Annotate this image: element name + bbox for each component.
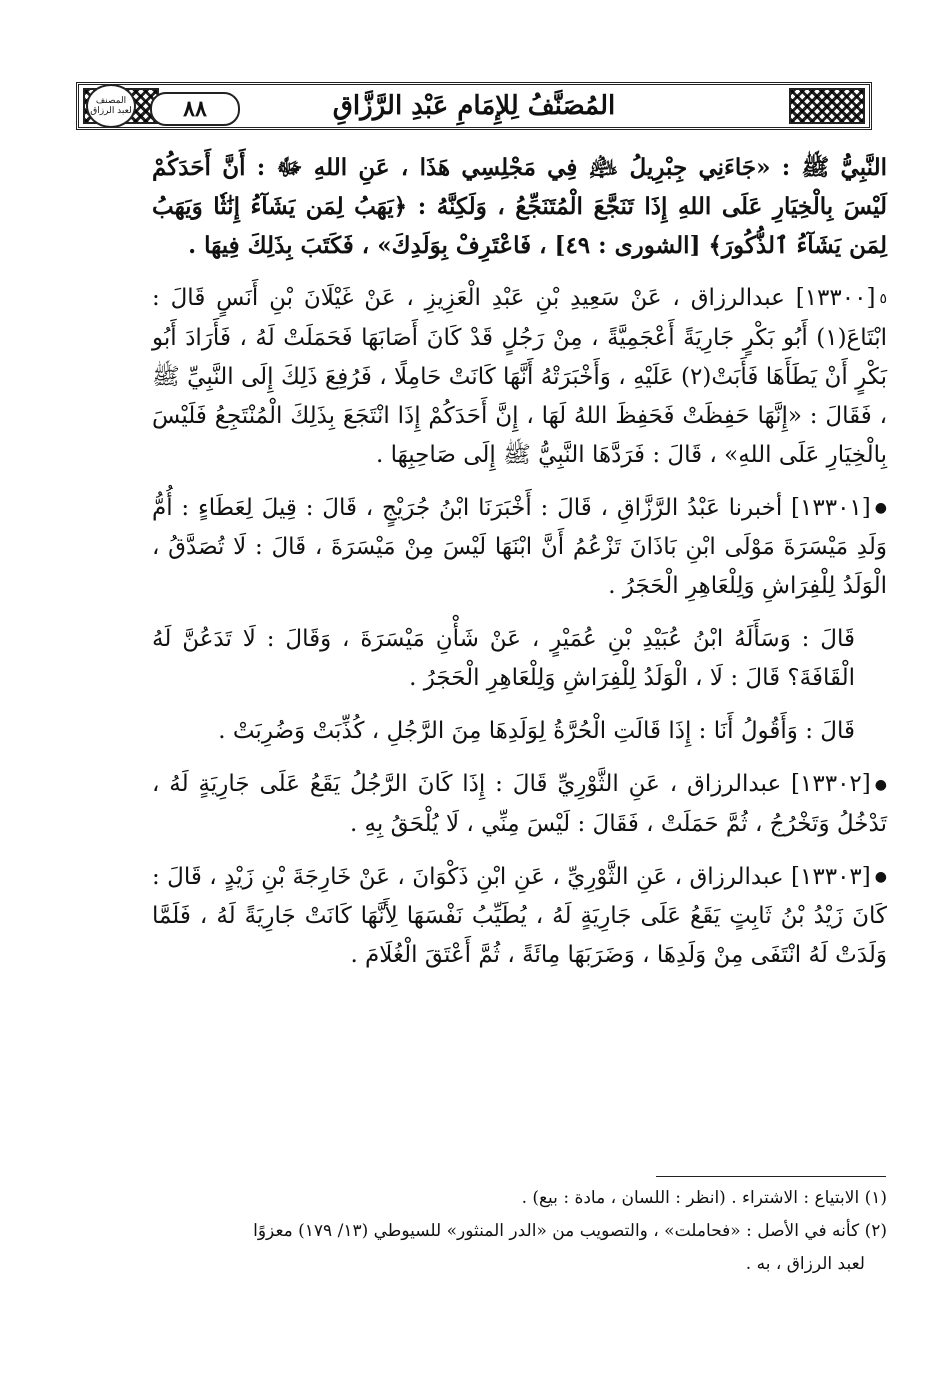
hadith-marker: ●: [874, 500, 887, 516]
hadith-13302-text: [١٣٣٠٢] عبدالرزاق ، عَنِ الثَّوْرِيِّ قَالَ : إِذَا كَانَ الرَّجُلُ يَقَعُ عَلَى جَارِيَةٍ لَهُ ، تَدْخُلُ وَتَخْرُجُ ، ثُمَّ حَمَلَتْ ، فَقَالَ : لَيْسَ مِنِّي ، لَا يُلْحَقُ بِهِ .: [152, 771, 887, 837]
header-ornament-right: [789, 88, 865, 124]
footnote-2: (٢) كأنه في الأصل : «فحاملت» ، والتصويب من «الدر المنثور» للسيوطي (١٣/ ١٧٩) معزوًا: [253, 1221, 887, 1241]
hadith-13303: [152, 858, 887, 976]
hadith-marker: ٥: [879, 290, 887, 307]
paragraph-1: النَّبِيُّ ﷺ : «جَاءَنِي جِبْرِيلُ ﵇ فِي مَجْلِسِي هَذَا ، عَنِ اللهِ ﷻ : أَنَّ أَحَدَكُمْ لَيْسَ بِالْخِيَارِ عَلَى اللهِ إِذَا تَنَجَّعَ الْمُتَنَجِّعُ ، وَلَكِنَّهُ : ﴿يَهَبُ لِمَن يَشَآءُ إِنَٰثٗا وَيَهَبُ لِمَن يَشَآءُ ٱلذُّكُورَ﴾ [الشورى : ٤٩] ، فَاعْتَرِفْ بِوَلَدِكَ» ، فَكَتَبَ بِذَلِكَ فِيهَا .: [152, 154, 887, 259]
header-seal-logo: [86, 84, 136, 128]
hadith-13303-text: [١٣٣٠٣] عبدالرزاق ، عَنِ الثَّوْرِيِّ ، عَنِ ابْنِ ذَكْوَانَ ، عَنْ خَارِجَةَ بْنِ زَيْدٍ ، قَالَ : كَانَ زَيْدُ بْنُ ثَابِتٍ يَقَعُ عَلَى جَارِيَةٍ لَهُ ، يُطَيِّبُ نَفْسَهَا لِأَنَّهَا كَانَتْ جَارِيَةً لَهُ ، فَلَمَّا وَلَدَتْ لَهُ انْتَفَى مِنْ وَلَدِهَا ، وَضَرَبَهَا مِائَةً ، ثُمَّ أَعْتَقَ الْغُلَامَ .: [152, 863, 887, 968]
paragraph-5: قَالَ : وَأَقُولُ أَنَا : إِذَا قَالَتِ الْحُرَّةُ لِوَلَدِهَا مِنَ الرَّجُلِ ، كُذِّبَتْ وَضُرِبَتْ .: [218, 718, 855, 744]
hadith-13301: [152, 489, 887, 607]
main-text: [152, 148, 887, 983]
hadith-13300-text: [١٣٣٠٠] عبدالرزاق ، عَنْ سَعِيدِ بْنِ عَبْدِ الْعَزِيزِ ، عَنْ غَيْلَانَ بْنِ أَنَسٍ قَالَ : ابْتَاعَ(١) أَبُو بَكْرٍ جَارِيَةً أَعْجَمِيَّةً ، مِنْ رَجُلٍ قَدْ كَانَ أَصَابَهَا فَحَمَلَتْ لَهُ ، فَأَرَادَ أَبُو بَكْرٍ أَنْ يَطَأَهَا فَأَبَتْ(٢) عَلَيْهِ ، وَأَخْبَرَتْهُ أَنَّهَا كَانَتْ حَامِلًا ، فَرُفِعَ ذَلِكَ إِلَى النَّبِيِّ ﷺ ، فَقَالَ : «إِنَّهَا حَفِظَتْ فَحَفِظَ اللهُ لَهَا ، إِنَّ أَحَدَكُمْ إِذَا انْتَجَعَ بِذَلِكَ الْمُنْتَجِعُ فَلَيْسَ بِالْخِيَارِ عَلَى اللهِ» ، قَالَ : فَرَدَّهَا النَّبِيُّ ﷺ إِلَى صَاحِبِهَا .: [152, 285, 887, 468]
hadith-13300: [152, 279, 887, 475]
seal-text: المصنف لعبد الرزاق: [90, 96, 132, 116]
page-number: ٨٨: [150, 92, 240, 126]
hadith-marker: ●: [874, 869, 887, 885]
paragraph-4: قَالَ : وَسَأَلَهُ ابْنُ عُبَيْدِ بْنِ عُمَيْرٍ ، عَنْ شَأْنِ مَيْسَرَةَ ، وَقَالَ : لَا تَدَعُنَّ لَهُ الْقَافَةَ؟ قَالَ : لَا ، الْوَلَدُ لِلْفِرَاشِ وَلِلْعَاهِرِ الْحَجَرُ .: [152, 626, 855, 691]
running-title: المُصَنَّفُ لِلإِمَامِ عَبْدِ الرَّزَّاقِ: [332, 91, 616, 121]
hadith-13302: [152, 765, 887, 844]
hadith-13301-text: [١٣٣٠١] أخبرنا عَبْدُ الرَّزَّاقِ ، قَالَ : أَخْبَرَنَا ابْنُ جُرَيْجٍ ، قَالَ : قِيلَ لِعَطَاءٍ : أُمُّ وَلَدِ مَيْسَرَةَ مَوْلَى ابْنِ بَاذَانَ تَزْعُمُ أَنَّ ابْنَهَا لَيْسَ مِنْ مَيْسَرَةَ ، قَالَ : لَا تُصَدَّقُ ، الْوَلَدُ لِلْفِرَاشِ وَلِلْعَاهِرِ الْحَجَرُ .: [152, 494, 887, 599]
footnote-divider: [656, 1176, 886, 1177]
hadith-marker: ●: [874, 776, 887, 793]
footnote-1: (١) الابتياع : الاشتراء . (انظر : اللسان ، مادة : بيع) .: [521, 1188, 887, 1208]
footnotes: [152, 1182, 887, 1281]
footnote-2-continued: لعبد الرزاق ، به .: [745, 1254, 865, 1274]
